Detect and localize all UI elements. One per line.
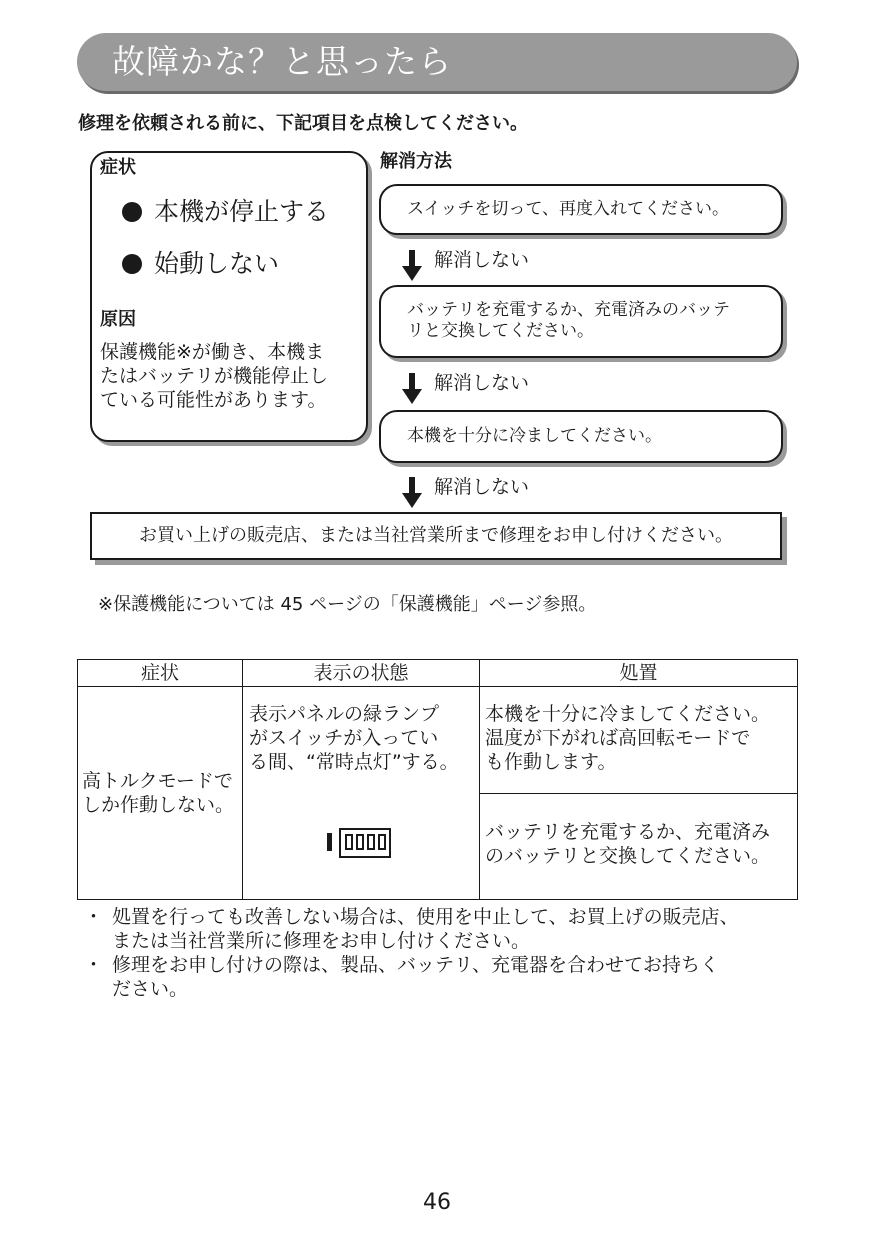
symptom-item: 本機が停止する [122, 197, 329, 227]
notes-list [84, 905, 804, 1001]
reference-note: ※保護機能については 45 ページの「保護機能」ページ参照。 [98, 594, 597, 615]
solution-step-2: バッテリを充電するか、充電済みのバッテ リと交換してください。 [379, 285, 783, 358]
page-title: 故障かな？と思ったら [112, 42, 452, 81]
cause-text: 保護機能※が働き、本機ま たはバッテリが機能停止し ている可能性があります。 [100, 341, 329, 411]
page-number: 46 [423, 1190, 451, 1215]
table-header: 症状 [78, 660, 243, 687]
down-arrow-icon [402, 373, 422, 405]
bullet-dot-icon [122, 202, 142, 222]
solution-label: 解消方法 [380, 151, 452, 172]
list-item: ・ 修理をお申し付けの際は、製品、バッテリ、充電器を合わせてお持ちく ださい。 [84, 954, 720, 1000]
final-step-box: お買い上げの販売店、または当社営業所まで修理をお申し付けください。 [90, 512, 782, 560]
bullet-dot-icon [122, 254, 142, 274]
symptom-label: 症状 [100, 157, 136, 178]
symptom-item: 始動しない [122, 249, 279, 279]
table-cell-remedy: 本機を十分に冷ましてください。 温度が下がれば高回転モードで も作動します。 [480, 687, 798, 794]
table-header: 処置 [480, 660, 798, 687]
down-arrow-icon [402, 250, 422, 282]
table-cell-display: 表示パネルの緑ランプ がスイッチが入ってい る間、“常時点灯”する。 [243, 687, 480, 900]
cause-label: 原因 [100, 309, 136, 330]
intro-text: 修理を依頼される前に、下記項目を点検してください。 [78, 113, 528, 134]
battery-indicator-icon [327, 828, 391, 856]
table-cell-remedy: バッテリを充電するか、充電済み のバッテリと交換してください。 [480, 794, 798, 900]
list-item: ・ 処置を行っても改善しない場合は、使用を中止して、お買上げの販売店、 または当社営業所に修理をお申し付けください。 [84, 906, 739, 952]
solution-step-1: スイッチを切って、再度入れてください。 [379, 184, 783, 235]
troubleshooting-table [77, 659, 798, 900]
table-cell-symptom: 高トルクモードで しか作動しない。 [78, 687, 243, 900]
down-arrow-icon [402, 477, 422, 509]
solution-step-3: 本機を十分に冷ましてください。 [379, 410, 783, 463]
table-header: 表示の状態 [243, 660, 480, 687]
